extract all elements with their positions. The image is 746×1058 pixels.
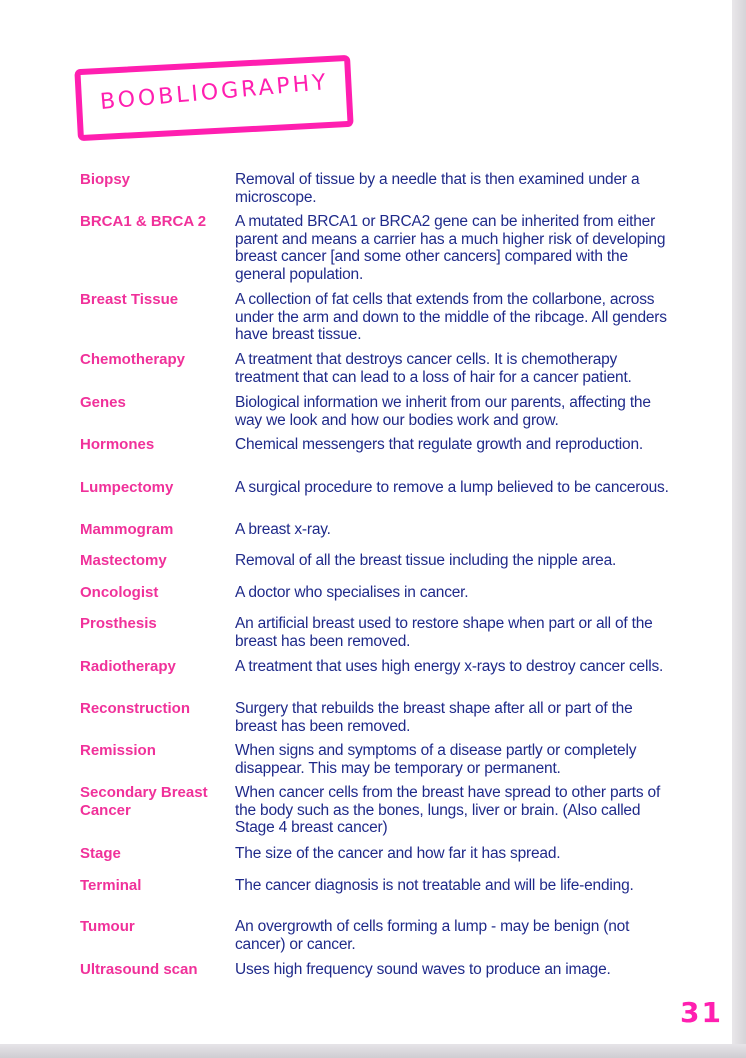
glossary-definition: A treatment that uses high energy x-rays to destroy cancer cells. bbox=[235, 658, 664, 675]
glossary-term: Oncologist bbox=[80, 584, 159, 601]
glossary-definition: The size of the cancer and how far it has spread. bbox=[235, 845, 561, 862]
glossary-term: Genes bbox=[80, 394, 126, 411]
glossary-definition: A collection of fat cells that extends from the collarbone, across under the arm and down to the middle of the ribcage. All genders have breast tissue. bbox=[235, 291, 667, 343]
glossary-definition: When cancer cells from the breast have spread to other parts of the body such as the bones, lungs, liver or brain. (Also called Stage 4 breast cancer) bbox=[235, 784, 661, 836]
glossary-term: BRCA1 & BRCA 2 bbox=[80, 213, 207, 230]
glossary-definition: Removal of all the breast tissue including the nipple area. bbox=[235, 552, 617, 569]
glossary-definition: Removal of tissue by a needle that is then examined under a microscope. bbox=[235, 171, 640, 206]
glossary-term: Lumpectomy bbox=[80, 479, 174, 496]
glossary-definition: Uses high frequency sound waves to produce an image. bbox=[235, 961, 611, 978]
glossary-definition: An overgrowth of cells forming a lump - may be benign (not cancer) or cancer. bbox=[235, 918, 630, 953]
glossary-definition: A doctor who specialises in cancer. bbox=[235, 584, 469, 601]
glossary-term: Tumour bbox=[80, 918, 135, 935]
page-number: 31 bbox=[680, 996, 723, 1029]
glossary-term: Chemotherapy bbox=[80, 351, 186, 368]
glossary-definition: Surgery that rebuilds the breast shape after all or part of the breast has been removed. bbox=[235, 700, 633, 735]
glossary-term: Stage bbox=[80, 845, 121, 862]
glossary-term: Reconstruction bbox=[80, 700, 191, 717]
glossary-term: Radiotherapy bbox=[80, 658, 176, 675]
glossary-definition: An artificial breast used to restore shape when part or all of the breast has been removed. bbox=[235, 615, 653, 650]
glossary-term: Mastectomy bbox=[80, 552, 167, 569]
glossary-definition: When signs and symptoms of a disease partly or completely disappear. This may be temporary or permanent. bbox=[235, 742, 637, 777]
glossary-definition: Chemical messengers that regulate growth and reproduction. bbox=[235, 436, 643, 453]
glossary-definition: The cancer diagnosis is not treatable and will be life-ending. bbox=[235, 877, 634, 894]
glossary-definition: A breast x-ray. bbox=[235, 521, 331, 538]
glossary-term: Breast Tissue bbox=[80, 291, 179, 308]
glossary-definition: A surgical procedure to remove a lump believed to be cancerous. bbox=[235, 479, 669, 496]
glossary-term: Terminal bbox=[80, 877, 142, 894]
glossary-definition: A mutated BRCA1 or BRCA2 gene can be inherited from either parent and means a carrier has a much higher risk of developing breast cancer [and some other cancers] compared with the general population. bbox=[235, 213, 666, 283]
glossary-term: Mammogram bbox=[80, 521, 174, 538]
glossary-term: Biopsy bbox=[80, 171, 131, 188]
glossary-term: Secondary Breast Cancer bbox=[80, 784, 208, 819]
glossary-term: Remission bbox=[80, 742, 156, 759]
glossary-term: Ultrasound scan bbox=[80, 961, 198, 978]
glossary-term: Prosthesis bbox=[80, 615, 157, 632]
glossary-term: Hormones bbox=[80, 436, 155, 453]
glossary-definition: Biological information we inherit from our parents, affecting the way we look and how our bodies work and grow. bbox=[235, 394, 651, 429]
glossary-definition: A treatment that destroys cancer cells. It is chemotherapy treatment that can lead to a loss of hair for a cancer patient. bbox=[235, 351, 632, 386]
page-title: BOOBLIOGRAPHY bbox=[99, 70, 330, 115]
